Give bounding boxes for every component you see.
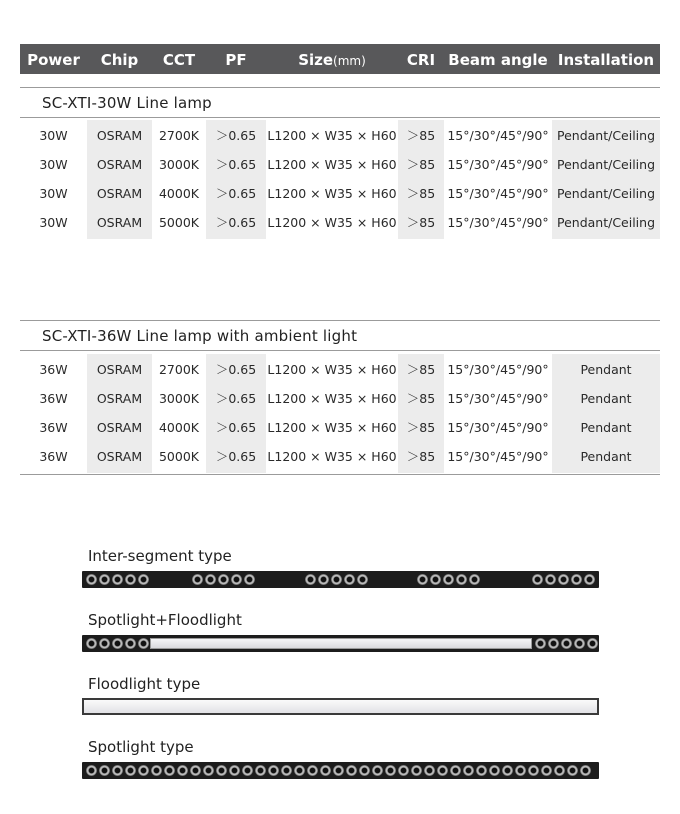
section-title-36w: SC-XTI-36W Line lamp with ambient light	[42, 327, 358, 345]
led-spot	[558, 574, 569, 585]
led-spot	[294, 765, 305, 776]
cell-size: L1200 × W35 × H60	[267, 157, 397, 172]
cell-chip: OSRAM	[96, 420, 143, 435]
led-spot	[125, 765, 136, 776]
cell-beam: 15°/30°/45°/90°	[447, 362, 549, 377]
cell-install: Pendant	[580, 420, 632, 435]
led-spot	[242, 765, 253, 776]
cell-power: 30W	[39, 215, 68, 230]
cell-power: 30W	[39, 128, 68, 143]
spec-table-30w	[20, 120, 660, 236]
cell-power: 36W	[39, 420, 68, 435]
cell-size: L1200 × W35 × H60	[267, 391, 397, 406]
table-row	[20, 441, 660, 470]
cell-beam: 15°/30°/45°/90°	[447, 215, 549, 230]
cell-size: L1200 × W35 × H60	[267, 449, 397, 464]
cell-install: Pendant/Ceiling	[556, 128, 656, 143]
cell-cct: 4000K	[158, 186, 199, 201]
cell-size: L1200 × W35 × H60	[267, 362, 397, 377]
cell-chip: OSRAM	[96, 362, 143, 377]
led-spot	[502, 765, 513, 776]
led-spot	[580, 765, 591, 776]
cell-chip: OSRAM	[96, 391, 143, 406]
cell-cct: 2700K	[158, 362, 199, 377]
led-spot	[99, 574, 110, 585]
cell-size: L1200 × W35 × H60	[267, 215, 397, 230]
led-spot	[417, 574, 428, 585]
divider	[20, 87, 660, 88]
cell-install: Pendant	[580, 362, 632, 377]
led-spot	[318, 574, 329, 585]
type-label-inter-segment: Inter-segment type	[88, 547, 232, 565]
cell-install: Pendant/Ceiling	[556, 215, 656, 230]
led-spot	[584, 574, 595, 585]
led-spot	[535, 638, 546, 649]
header-power: Power	[27, 51, 80, 69]
led-spot	[255, 765, 266, 776]
led-spot	[177, 765, 188, 776]
header-cct: CCT	[162, 51, 196, 69]
cell-power: 30W	[39, 186, 68, 201]
header-size-unit: (mm)	[333, 54, 366, 68]
led-spot	[571, 574, 582, 585]
table-row	[20, 149, 660, 178]
led-spot	[545, 574, 556, 585]
led-spot	[192, 574, 203, 585]
led-spot	[86, 574, 97, 585]
led-spot	[138, 765, 149, 776]
led-spot	[346, 765, 357, 776]
led-spot	[385, 765, 396, 776]
diffuser-strip	[84, 700, 597, 713]
led-spot	[151, 765, 162, 776]
cell-pf: ＞0.65	[215, 391, 257, 406]
cell-power: 36W	[39, 391, 68, 406]
led-spot	[443, 574, 454, 585]
divider	[20, 117, 660, 118]
cell-cri: ＞85	[406, 420, 436, 435]
led-spot	[281, 765, 292, 776]
table-row	[20, 120, 660, 149]
led-spot	[476, 765, 487, 776]
cell-cct: 4000K	[158, 420, 199, 435]
spec-table-36w	[20, 354, 660, 470]
led-spot	[359, 765, 370, 776]
led-spot	[305, 574, 316, 585]
divider	[20, 474, 660, 475]
header-beam: Beam angle	[448, 51, 548, 69]
led-spot	[86, 765, 97, 776]
cell-cct: 3000K	[158, 391, 199, 406]
spotlight-lamp-image	[82, 762, 599, 779]
cell-pf: ＞0.65	[215, 157, 257, 172]
led-spot	[138, 638, 149, 649]
led-spot	[218, 574, 229, 585]
cell-cct: 2700K	[158, 128, 199, 143]
cell-pf: ＞0.65	[215, 215, 257, 230]
led-spot	[424, 765, 435, 776]
led-spot	[99, 765, 110, 776]
divider	[20, 320, 660, 321]
cell-install: Pendant/Ceiling	[556, 157, 656, 172]
led-spot	[532, 574, 543, 585]
cell-cri: ＞85	[406, 128, 436, 143]
led-spot	[411, 765, 422, 776]
table-row	[20, 412, 660, 441]
led-spot	[112, 574, 123, 585]
led-spot	[574, 638, 585, 649]
header-size	[266, 44, 398, 74]
header-installation: Installation	[557, 51, 655, 69]
table-row	[20, 207, 660, 236]
table-row	[20, 354, 660, 383]
table-header	[20, 44, 660, 74]
floodlight-lamp-image	[82, 698, 599, 715]
led-spot	[587, 638, 598, 649]
cell-beam: 15°/30°/45°/90°	[447, 449, 549, 464]
cell-beam: 15°/30°/45°/90°	[447, 420, 549, 435]
led-spot	[231, 574, 242, 585]
cell-power: 30W	[39, 157, 68, 172]
led-spot	[190, 765, 201, 776]
header-cri: CRI	[406, 51, 436, 69]
led-spot	[554, 765, 565, 776]
led-spot	[456, 574, 467, 585]
cell-chip: OSRAM	[96, 128, 143, 143]
cell-cri: ＞85	[406, 186, 436, 201]
cell-chip: OSRAM	[96, 215, 143, 230]
cell-power: 36W	[39, 449, 68, 464]
cell-beam: 15°/30°/45°/90°	[447, 391, 549, 406]
led-spot	[463, 765, 474, 776]
table-row	[20, 383, 660, 412]
cell-chip: OSRAM	[96, 186, 143, 201]
led-spot	[216, 765, 227, 776]
led-spot	[469, 574, 480, 585]
cell-cct: 3000K	[158, 157, 199, 172]
led-spot	[567, 765, 578, 776]
cell-pf: ＞0.65	[215, 449, 257, 464]
cell-pf: ＞0.65	[215, 362, 257, 377]
led-spot	[331, 574, 342, 585]
cell-pf: ＞0.65	[215, 420, 257, 435]
led-spot	[333, 765, 344, 776]
cell-beam: 15°/30°/45°/90°	[447, 186, 549, 201]
led-spot	[541, 765, 552, 776]
led-spot	[164, 765, 175, 776]
cell-cri: ＞85	[406, 157, 436, 172]
header-size-label: Size	[298, 51, 334, 69]
led-spot	[344, 574, 355, 585]
cell-power: 36W	[39, 362, 68, 377]
cell-cri: ＞85	[406, 362, 436, 377]
led-spot	[548, 638, 559, 649]
cell-chip: OSRAM	[96, 157, 143, 172]
type-label-spot-flood: Spotlight+Floodlight	[88, 611, 242, 629]
led-spot	[229, 765, 240, 776]
cell-beam: 15°/30°/45°/90°	[447, 128, 549, 143]
cell-install: Pendant	[580, 449, 632, 464]
section-title-30w: SC-XTI-30W Line lamp	[42, 94, 212, 112]
header-pf: PF	[225, 51, 247, 69]
led-spot	[244, 574, 255, 585]
cell-cri: ＞85	[406, 215, 436, 230]
led-spot	[528, 765, 539, 776]
led-spot	[437, 765, 448, 776]
table-row	[20, 178, 660, 207]
cell-beam: 15°/30°/45°/90°	[447, 157, 549, 172]
cell-cct: 5000K	[158, 215, 199, 230]
led-spot	[561, 638, 572, 649]
type-label-flood: Floodlight type	[88, 675, 201, 693]
led-spot	[203, 765, 214, 776]
led-spot	[372, 765, 383, 776]
led-spot	[450, 765, 461, 776]
led-spot	[138, 574, 149, 585]
led-spot	[125, 574, 136, 585]
led-spot	[307, 765, 318, 776]
led-spot	[489, 765, 500, 776]
led-spot	[112, 765, 123, 776]
led-spot	[398, 765, 409, 776]
cell-pf: ＞0.65	[215, 186, 257, 201]
led-spot	[86, 638, 97, 649]
type-label-spot: Spotlight type	[88, 738, 194, 756]
cell-install: Pendant/Ceiling	[556, 186, 656, 201]
led-spot	[430, 574, 441, 585]
led-spot	[515, 765, 526, 776]
cell-install: Pendant	[580, 391, 632, 406]
led-spot	[99, 638, 110, 649]
led-spot	[125, 638, 136, 649]
diffuser-strip	[150, 638, 532, 649]
header-chip: Chip	[100, 51, 139, 69]
cell-pf: ＞0.65	[215, 128, 257, 143]
divider	[20, 350, 660, 351]
inter-segment-lamp-image	[82, 571, 599, 588]
cell-cri: ＞85	[406, 391, 436, 406]
cell-size: L1200 × W35 × H60	[267, 420, 397, 435]
cell-size: L1200 × W35 × H60	[267, 128, 397, 143]
spot-flood-lamp-image	[82, 635, 599, 652]
led-spot	[112, 638, 123, 649]
cell-size: L1200 × W35 × H60	[267, 186, 397, 201]
cell-chip: OSRAM	[96, 449, 143, 464]
led-spot	[268, 765, 279, 776]
led-spot	[357, 574, 368, 585]
led-spot	[205, 574, 216, 585]
led-spot	[320, 765, 331, 776]
cell-cct: 5000K	[158, 449, 199, 464]
cell-cri: ＞85	[406, 449, 436, 464]
